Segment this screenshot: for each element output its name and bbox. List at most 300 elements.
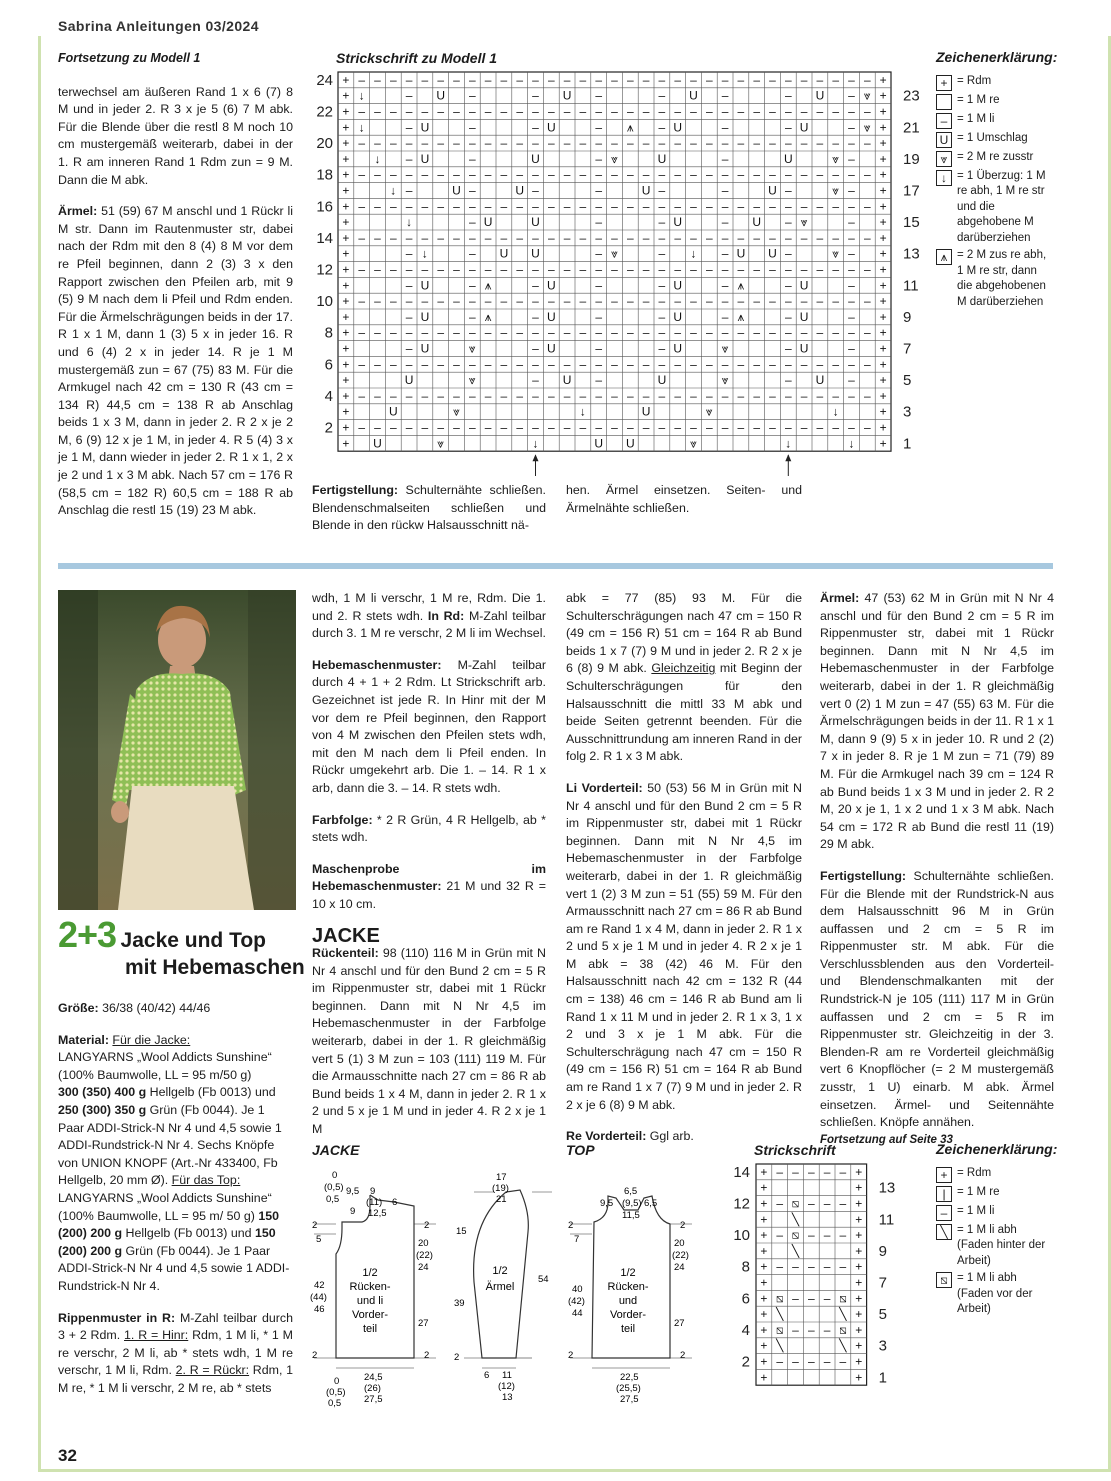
chart-2-cell: + — [855, 1370, 863, 1385]
chart-2-cell: + — [855, 1354, 863, 1369]
chart-2-cell: – — [776, 1228, 784, 1243]
chart-1-cell: – — [784, 341, 792, 356]
chart-1-cell: + — [342, 262, 350, 277]
chart-1-cell: – — [626, 388, 634, 403]
chart-1-cell: – — [500, 357, 508, 372]
chart-1-cell: – — [421, 420, 429, 435]
chart-1-cell: – — [690, 136, 697, 151]
svg-text:5: 5 — [316, 1234, 322, 1245]
chart-1-cell: – — [468, 151, 476, 166]
chart-1-cell: – — [642, 325, 650, 340]
chart-1-cell: – — [737, 262, 745, 277]
chart-1-cell: U — [736, 246, 746, 261]
chart-1-cell: – — [374, 420, 381, 435]
chart-1-cell: U — [531, 246, 540, 261]
chart-2-cell: + — [855, 1180, 863, 1195]
chart-1-cell: – — [468, 136, 476, 151]
chart-1-cell: – — [721, 183, 729, 198]
column-d: Ärmel: 47 (53) 62 M in Grün mit N Nr 4 anschl und für den Bund 2 cm = 5 R im Rippenmuster str, dabei mit 1 Rückr beginnen. Dann mit N Nr 4,5 im Hebemaschenmuster in der Farbfolge weiterarb, dabei in der 1. R gleichmäßig vert 0 (2) 1 M zun = 47 (55) 63 M. Für die Ärmelschrägungen beids in der 11. R 1 x 1 M, dann 9 (9) 5 x in jeder 10. R und 2 (2) 7 x in jeder 8. R je 1 M zun = 71 (79) 89 M. Für die Armkugel nach 39 cm = 124 R ab Bund beids 1 x 3 M und in jeder 2. R 2 M, 20 x je 1, 1 x 2 und 1 x 3 M abk. Nach 54 cm = 172 R ab Bund die restl 11 (19) 29 M abk. Fertigstellung: Schulternähte schließen. Für die Blende mit der Rundstrick-N aus dem Halsausschnitt 96 M in Grün auffassen und 2 cm = 5 R im Rippenmuster str. M abk. Für die Verschlussblenden aus den Vorderteil- und Blendenschmalkanten mit der Rundstrick-N je 105 (111) 117 M in Grün auffassen und 2 cm = 5 R im Rippenmuster str. Gleichzeitig in der 3. Blenden-R am re Vorderteil gleichmäßig vert 6 Knopflöcher (= 2 M mustergemäß zusstr, 1 U) einarb. M abk. Ärmel einsetzen. Ärmel- und Seitennähte schließen. Knöpfe annähen. Fortsetzung auf Seite 33 — [820, 590, 1054, 1149]
chart-1-cell: – — [532, 136, 539, 151]
chart-1-cell: U — [404, 373, 414, 388]
chart-1-row-label-right: 9 — [903, 308, 912, 326]
chart-1-cell: – — [453, 262, 460, 277]
chart-1-cell: – — [500, 136, 508, 151]
chart-1-cell: – — [358, 294, 366, 309]
chart-1-cell: – — [563, 388, 571, 403]
chart-1-cell: – — [784, 72, 792, 87]
chart-1-cell: ↓ — [406, 215, 413, 230]
chart-1-cell: – — [374, 262, 381, 277]
material-paragraph: Material: Für die Jacke: LANGYARNS „Wool Addicts Sunshine“ (100% Baumwolle, LL = 95 m/50 g) 300 (350) 400 g Hellgelb (Fb 0013) und 250 (300) 350 g Grün (Fb 0044). Je 1 Paar ADDI-Strick-N Nr 4 und 4,5 sowie 1 ADDI-Rundstrick-N Nr 4. Sechs Knöpfe von UNION KNOPF (Art.-Nr 433400, Fb Hellgelb, 20 mm Ø). Für das Top: LANGYARNS „Wool Addicts Sunshine“ (100% Baumwolle, LL = 95 m/ 50 g) 150 (200) 200 g Hellgelb (Fb 0013) und 150 (200) 200 g Grün (Fb 0044). Je 1 Paar ADDI-Strick-N Nr 4 und 4,5 sowie 1 ADDI-Rundstrick-N Nr 4. — [58, 1032, 290, 1293]
chart-1-row-label-right: 7 — [903, 340, 912, 358]
chart-1-cell: ↓ — [390, 183, 397, 198]
chart-1-cell: U — [799, 309, 809, 324]
model-title-line-1: Jacke und Top — [120, 929, 267, 952]
chart-1-cell: – — [800, 294, 808, 309]
chart-1-cell: – — [784, 357, 792, 372]
chart-1-cell: U — [783, 151, 793, 166]
svg-text:27,5: 27,5 — [620, 1394, 639, 1405]
chart-1-cell: – — [674, 388, 682, 403]
schematic-jacke — [306, 1162, 456, 1412]
chart-1-cell: – — [626, 325, 634, 340]
chart-1-cell: – — [753, 72, 761, 87]
chart-2-cell: + — [760, 1212, 768, 1227]
chart-2-cell: – — [839, 1259, 847, 1274]
chart-1-cell: + — [879, 120, 887, 135]
chart-1-cell: – — [816, 388, 824, 403]
chart-1-cell: ⩔ — [611, 151, 618, 166]
chart-1-cell: – — [611, 230, 618, 245]
chart-2-cell: – — [807, 1259, 815, 1274]
continuation-note: Fortsetzung zu Modell 1 — [58, 51, 201, 65]
column-c: abk = 77 (85) 93 M. Für die Schulterschrägungen nach 47 cm = 150 R (49 cm = 156 R) 51 cm = 164 R ab Bund beids 1 x 7 (7) 9 M und in jeder 2. R 2 x je 6 (8) 9 M abk. Gleichzeitig mit Beginn der Schulterschrägungen für den Halsausschnitt die mittl 33 M abk und beide Seiten getrennt beenden. Für die Ausschnittrundung am inneren Rand in der folg 2. R 1 x 3 M abk. Li Vorderteil: 50 (53) 56 M in Grün mit N Nr 4 anschl und für den Bund 2 cm = 5 R im Rippenmuster str, dabei mit 1 Rückr beginnen. Dann mit N Nr 4,5 im Hebemaschenmuster in der Farbfolge weiterarb, dabei in der 1. R gleichmäßig vert 1 (2) 3 M zun = 51 (55) 59 M. Für den Armausschnitt nach 27 cm = 86 R ab Bund am re Rand 1 x 4 M, dann in jeder 2. R 1 x 2 und 5 x je 1 M und in jeder 4. R 2 x je 1 M abk = 38 (42) 46 M. Für den Halsausschnitt nach 42 cm = 132 R (44 cm = 138) 46 cm = 146 R ab Bund am li Rand 1 x 11 M und in jeder 2. R 1 x 3, 1 x 2 und 3 x je 1 M abk. Für die Schulterschrägung nach 47 cm = 150 R (49 cm = 156 R) 51 cm = 164 R ab Bund am re Rand 1 x 7 (7) 9 M und in jeder 2. R 2 x je 6 (8) 9 M abk. Re Vorderteil: Ggl arb. — [566, 591, 802, 1144]
svg-text:(42): (42) — [568, 1296, 585, 1307]
chart-1-cell: – — [532, 325, 539, 340]
chart-1-cell: – — [421, 199, 429, 214]
chart-1-cell: – — [389, 262, 397, 277]
chart-1-cell: U — [499, 246, 509, 261]
svg-text:(19): (19) — [492, 1183, 509, 1194]
chart-1-cell: – — [863, 136, 871, 151]
chart-1-cell: ↓ — [785, 436, 792, 451]
chart-1-cell: – — [690, 325, 697, 340]
chart-1-cell: + — [342, 246, 350, 261]
chart-1-cell: – — [737, 230, 745, 245]
legend-2-text: = 1 M li abh (Faden vor der Arbeit) — [957, 1272, 1033, 1315]
chart-1-cell: U — [768, 183, 777, 198]
chart-1-cell: – — [642, 388, 650, 403]
chart-1-cell: – — [769, 420, 776, 435]
chart-1-cell: – — [626, 294, 634, 309]
chart-1-cell: – — [658, 88, 666, 103]
chart-1-cell: – — [674, 230, 682, 245]
chart-1-cell: – — [595, 373, 603, 388]
chart-1-cell: – — [405, 183, 413, 198]
chart-1-cell: – — [595, 136, 603, 151]
chart-2-row-label-left: 8 — [741, 1258, 750, 1276]
chart-1-cell: – — [532, 120, 539, 135]
chart-1-cell: – — [863, 262, 871, 277]
chart-1-cell: – — [405, 72, 413, 87]
chart-1-cell: + — [879, 104, 887, 119]
legend-hebemaschen — [936, 1141, 1058, 1320]
chart-1-row-label-left: 10 — [316, 293, 333, 311]
svg-text:(22): (22) — [416, 1250, 433, 1261]
chart-2-row-label-right: 1 — [878, 1369, 887, 1387]
chart-1-cell: – — [690, 104, 697, 119]
legend-1-text: = 1 Überzug: 1 M re abh, 1 M re str und die abgehobene M darüberziehen — [957, 169, 1046, 244]
chart-2-cell: ⧅ — [791, 1196, 800, 1211]
chart-1-cell: – — [832, 420, 840, 435]
chart-2-row-label-right: 7 — [878, 1274, 887, 1292]
chart-1-cell: + — [342, 404, 350, 419]
chart-1-cell: – — [563, 167, 571, 182]
chart-1-cell: – — [532, 294, 539, 309]
chart-1-cell: – — [690, 167, 697, 182]
chart-2-cell: + — [760, 1196, 768, 1211]
svg-text:(0,5): (0,5) — [324, 1182, 344, 1193]
chart-1-cell: U — [815, 88, 825, 103]
chart-1-cell: – — [753, 199, 761, 214]
chart-1-cell: U — [546, 120, 556, 135]
chart-1-cell: – — [611, 420, 618, 435]
chart-1-cell: – — [753, 388, 761, 403]
chart-1-cell: – — [405, 325, 413, 340]
chart-1-cell: – — [674, 262, 682, 277]
chart-2-cell: – — [776, 1259, 784, 1274]
chart-1-cell: – — [468, 278, 476, 293]
chart-1-cell: + — [879, 246, 887, 261]
chart-1-cell: – — [579, 104, 587, 119]
chart-1-cell: U — [815, 373, 825, 388]
chart-2-cell: + — [760, 1370, 768, 1385]
schematic-sleeve — [446, 1162, 558, 1412]
chart-1-cell: – — [753, 104, 761, 119]
chart-1-cell: – — [579, 230, 587, 245]
svg-text:Rücken-: Rücken- — [349, 1281, 391, 1293]
chart-1-cell: – — [800, 357, 808, 372]
chart-1-row-label-right: 13 — [903, 245, 920, 263]
chart-1-cell: – — [437, 294, 445, 309]
knitting-chart-model-1 — [310, 66, 925, 476]
chart-1-cell: – — [721, 294, 729, 309]
chart-1-cell: – — [848, 294, 855, 309]
chart-1-cell: – — [579, 294, 587, 309]
svg-text:und: und — [618, 1295, 638, 1307]
chart-1-cell: – — [800, 325, 808, 340]
chart-1-cell: – — [374, 199, 381, 214]
model-number: 2+3 — [58, 914, 117, 955]
chart-1-cell: – — [769, 294, 776, 309]
legend-2-item — [936, 1185, 1054, 1202]
svg-text:22,5: 22,5 — [620, 1372, 639, 1383]
chart-1-cell: – — [421, 230, 429, 245]
chart-1-cell: U — [689, 88, 698, 103]
chart-1-cell: – — [405, 262, 413, 277]
chart-1-cell: – — [769, 167, 776, 182]
chart-1-cell: + — [879, 341, 887, 356]
svg-text:teil: teil — [362, 1323, 378, 1335]
chart-1-cell: – — [611, 262, 618, 277]
chart-1-cell: – — [832, 104, 840, 119]
chart-1-cell: – — [642, 167, 650, 182]
chart-1-cell: – — [753, 262, 761, 277]
chart-2-cell: + — [760, 1291, 768, 1306]
chart-1-cell: – — [453, 294, 460, 309]
chart-2-cell: – — [776, 1196, 784, 1211]
chart-1-cell: – — [658, 309, 666, 324]
chart-1-cell: ⩔ — [832, 183, 840, 198]
chart-1-cell: – — [658, 167, 666, 182]
chart-1-cell: – — [405, 230, 413, 245]
chart-1-cell: – — [595, 88, 603, 103]
chart-1-cell: – — [595, 246, 603, 261]
chart-1-cell: – — [832, 325, 840, 340]
chart-1-cell: – — [484, 294, 492, 309]
chart-1-cell: – — [658, 183, 666, 198]
chart-2-row-label-left: 4 — [741, 1321, 750, 1339]
chart-1-cell: – — [658, 230, 666, 245]
chart-1-cell: – — [405, 199, 413, 214]
chart-1-row-label-left: 4 — [324, 387, 333, 405]
chart-1-cell: – — [674, 136, 682, 151]
svg-text:20: 20 — [418, 1238, 429, 1249]
chart-1-cell: – — [863, 357, 871, 372]
chart-1-cell: – — [784, 246, 792, 261]
chart-1-cell: – — [532, 278, 539, 293]
chart-1-cell: – — [532, 357, 539, 372]
chart-1-cell: – — [705, 199, 713, 214]
model-photo — [58, 590, 296, 910]
chart-1-cell: – — [405, 278, 413, 293]
chart-1-cell: – — [848, 246, 855, 261]
chart-1-cell: – — [437, 262, 445, 277]
chart-1-cell: – — [468, 420, 476, 435]
chart-2-cell: ╲ — [791, 1212, 800, 1227]
svg-text:42: 42 — [314, 1280, 325, 1291]
chart-1-cell: + — [879, 151, 887, 166]
chart-1-cell: – — [563, 199, 571, 214]
chart-1-row-label-left: 18 — [316, 166, 333, 184]
svg-text:6,5: 6,5 — [624, 1186, 638, 1197]
chart-1-cell: – — [563, 230, 571, 245]
chart-1-cell: – — [374, 388, 381, 403]
chart-1-cell: – — [532, 183, 539, 198]
svg-text:(9,5): (9,5) — [622, 1198, 642, 1209]
chart-2-row-label-right: 13 — [878, 1179, 896, 1197]
chart-1-cell: – — [769, 136, 776, 151]
chart-1-cell: – — [816, 104, 824, 119]
chart-1-cell: – — [500, 420, 508, 435]
chart-1-cell: – — [374, 104, 381, 119]
legend-1-symbol-icon: ⩔ — [936, 151, 952, 167]
chart-1-cell: – — [848, 151, 855, 166]
chart-1-cell: – — [800, 420, 808, 435]
chart-1-row-label-right: 23 — [903, 87, 920, 105]
chart-1-cell: – — [674, 420, 682, 435]
chart-1-cell: – — [421, 388, 429, 403]
chart-1-cell: U — [657, 151, 667, 166]
chart-1-cell: – — [784, 373, 792, 388]
chart-1-cell: – — [784, 120, 792, 135]
chart-1-cell: – — [658, 388, 666, 403]
chart-1-cell: ⩔ — [863, 88, 871, 103]
chart-2-cell: – — [839, 1354, 847, 1369]
chart-1-cell: – — [674, 325, 682, 340]
chart-1-cell: – — [705, 167, 713, 182]
chart-1-cell: – — [721, 278, 729, 293]
chart-1-cell: – — [848, 278, 855, 293]
chart-1-cell: U — [673, 215, 683, 230]
chart-1-cell: – — [453, 230, 460, 245]
chart-1-cell: – — [374, 230, 381, 245]
chart-1-cell: + — [342, 357, 350, 372]
chart-2-cell: + — [855, 1275, 863, 1290]
chart-1-cell: – — [848, 199, 855, 214]
chart-1-cell: – — [816, 199, 824, 214]
chart-1-cell: ⩔ — [721, 373, 729, 388]
chart-2-row-label-right: 11 — [878, 1211, 895, 1229]
svg-text:6: 6 — [484, 1370, 490, 1381]
legend-2-symbol-icon: | — [936, 1186, 952, 1202]
svg-text:46: 46 — [314, 1304, 325, 1315]
legend-1-text: = 2 M zus re abh, 1 M re str, dann die abgehobenen M darüberziehen — [957, 249, 1047, 308]
chart-1-cell: – — [658, 136, 666, 151]
chart-1-cell: – — [721, 104, 729, 119]
chart-2-cell: + — [760, 1354, 768, 1369]
chart-1-cell: – — [611, 136, 618, 151]
svg-text:2: 2 — [680, 1350, 686, 1361]
chart-2-cell: + — [855, 1164, 863, 1179]
legend-1-text: = Rdm — [957, 74, 992, 87]
column-b: wdh, 1 M li verschr, 1 M re, Rdm. Die 1. und 2. R stets wdh. In Rd: M-Zahl teilbar durch 3. 1 M re verschr, 2 M li im Wechsel. Hebemaschenmuster: M-Zahl teilbar durch 4 + 1 + 2 Rdm. Lt Strickschrift arb. Gezeichnet ist jede R. In Hinr mit der M vor dem re Pfeil beginnen, den Rapport von 4 M zwischen den Pfeilen stets wdh, mit den M nach dem li Pfeil enden. In Rückr umgekehrt arb. Die 1. – 14. R 1 x arb, dann die 3. – 14. R stets wdh. Farbfolge: * 2 R Grün, 4 R Hellgelb, ab * stets wdh. Maschenprobe im Hebemaschenmuster: 21 M und 32 R = 10 x 10 cm. JACKE Rückenteil: 98 (110) 116 M in Grün mit N Nr 4 anschl und für den Bund 2 cm = 5 R im Rippenmuster str, dabei mit 1 Rückr beginnen. Dann mit N Nr 4,5 im Hebemaschenmuster in der Farbfolge weiterarb, dabei in der 1. R gleichmäßig vert 5 (1) 3 M zun = 103 (111) 119 M. Für die Armausschnitte nach 27 cm = 86 R ab Bund beids 1 x 4 M, dann in jeder 2. R 1 x 2 und 5 x je 1 M und in jeder 4. R 2 x je 1 M — [312, 591, 546, 1137]
chart-1-cell: – — [500, 294, 508, 309]
chart-1-cell: – — [848, 309, 855, 324]
svg-text:27: 27 — [674, 1318, 685, 1329]
chart-1-cell: – — [547, 262, 555, 277]
chart-1-cell: – — [421, 262, 429, 277]
chart-2-cell: – — [792, 1291, 799, 1306]
chart-1-cell: – — [421, 72, 429, 87]
chart-1-cell: – — [848, 88, 855, 103]
chart-1-cell: U — [799, 341, 809, 356]
chart-1-cell: – — [658, 420, 666, 435]
chart-1-cell: – — [563, 325, 571, 340]
chart-1-cell: U — [420, 341, 430, 356]
chart-2-cell: – — [807, 1354, 815, 1369]
legend-2-title: Zeichenerklärung: — [936, 1141, 1058, 1157]
chart-1-cell: – — [468, 325, 476, 340]
chart-1-cell: – — [389, 199, 397, 214]
chart-1-cell: – — [721, 420, 729, 435]
chart-1-cell: – — [848, 373, 855, 388]
svg-text:2: 2 — [454, 1352, 460, 1363]
chart-1-cell: U — [531, 215, 540, 230]
chart-1-cell: – — [769, 357, 776, 372]
chart-1-cell: – — [405, 136, 413, 151]
paragraph-sleeve: Ärmel: 51 (59) 67 M anschl und 1 Rückr li M str. Dann im Rautenmuster str, dabei nach der Rdm mit den 8 (4) 8 M vor dem re Pfeil beginnen, dann 2 (3) 3 x den Rapport zwischen den Pfeilen arb, mit 9 (5) 9 M nach dem li Pfeil und Rdm enden. Für die Ärmelschrägungen beids in der 17. R 1 x 1 M, dann 1 (3) 5 x in jeder 16. R und 6 (4) 2 x in jeder 14. R je 1 M mustergemäß zun = 67 (75) 83 M. Für die Armkugel nach 42 cm = 130 R (43 cm = 134 R) 44,5 cm = 138 R ab Anschlag beids 1 x 3 M, dann in jeder 2. R 2 x je 2 M, 6 (9) 12 x je 1 M, in jeder 4. R 5 (4) 3 x je 1 M, dann wieder in jeder 2. R 1 x 1, 2 x je 2 und 1 x 3 M abk. Nach 57 cm = 176 R (58,5 cm = 182 R) 60,5 cm = 188 R ab Anschlag die restl 15 (19) 23 M abk. — [58, 204, 293, 518]
chart-1-cell: U — [420, 309, 430, 324]
chart-1-cell: – — [721, 357, 729, 372]
chart-1-cell: – — [358, 167, 366, 182]
chart-1-cell: – — [705, 104, 713, 119]
legend-2-text: = 1 M li — [957, 1204, 995, 1217]
chart-1-cell: – — [737, 199, 745, 214]
chart-2-title: Strickschrift — [754, 1142, 836, 1158]
chart-1-cell: U — [452, 183, 461, 198]
chart-1-cell: – — [848, 357, 855, 372]
chart-1-cell: – — [784, 104, 792, 119]
chart-1-cell: – — [832, 72, 840, 87]
chart-1-cell: – — [721, 230, 729, 245]
chart-1-cell: – — [595, 325, 603, 340]
chart-1-cell: – — [516, 104, 524, 119]
chart-1-cell: – — [611, 167, 618, 182]
chart-1-cell: – — [389, 136, 397, 151]
chart-1-cell: U — [420, 278, 430, 293]
chart-1-cell: ⩔ — [453, 404, 460, 419]
chart-1-cell: U — [562, 373, 572, 388]
chart-1-cell: – — [532, 104, 539, 119]
svg-text:13: 13 — [502, 1392, 513, 1403]
chart-1-cell: – — [658, 262, 666, 277]
chart-1-cell: U — [420, 120, 430, 135]
chart-1-cell: + — [342, 88, 350, 103]
chart-1-cell: U — [531, 151, 540, 166]
chart-1-cell: – — [721, 325, 729, 340]
svg-text:9,5: 9,5 — [600, 1198, 614, 1209]
schematic-top — [560, 1162, 710, 1412]
rib-pattern-paragraph: Rippenmuster in R: M-Zahl teilbar durch 3 + 2 Rdm. 1. R = Hinr: Rdm, 1 M li, * 1 M re verschr, 2 M li, ab * stets wdh, 1 M re verschr, 1 M li, Rdm. 2. R = Rückr: Rdm, 1 M re, * 1 M li verschr, 2 M re, ab * stets — [58, 1310, 294, 1395]
chart-1-cell: – — [468, 246, 476, 261]
chart-1-cell: – — [721, 120, 729, 135]
chart-1-cell: ↓ — [532, 436, 539, 451]
legend-2-symbol-icon: ⧅ — [936, 1272, 952, 1288]
chart-1-cell: – — [547, 230, 555, 245]
finishing-text-a: Fertigstellung: Schulternähte schließen. Blendenschmalseiten schließen und Blende in den rückw Halsausschnitt nä- — [312, 483, 546, 533]
chart-1-row-label-left: 16 — [316, 198, 333, 216]
chart-1-cell: – — [642, 104, 650, 119]
chart-1-cell: – — [784, 230, 792, 245]
chart-1-cell: – — [705, 72, 713, 87]
chart-2-cell: ╲ — [776, 1338, 784, 1353]
chart-2-cell: ⧅ — [791, 1228, 800, 1243]
chart-1-cell: – — [437, 325, 445, 340]
svg-text:9: 9 — [350, 1206, 356, 1217]
chart-1-cell: – — [848, 325, 855, 340]
chart-1-row-label-left: 22 — [316, 103, 333, 121]
chart-2-cell: – — [807, 1322, 815, 1337]
chart-1-cell: – — [500, 72, 508, 87]
chart-1-cell: – — [626, 136, 634, 151]
legend-2-text: = Rdm — [957, 1166, 992, 1179]
chart-1-cell: ⩔ — [437, 436, 445, 451]
chart-1-cell: + — [342, 215, 350, 230]
chart-1-cell: – — [579, 325, 587, 340]
chart-1-cell: – — [595, 262, 603, 277]
chart-1-cell: – — [737, 167, 745, 182]
chart-1-cell: – — [500, 230, 508, 245]
chart-1-cell: – — [769, 104, 776, 119]
chart-2-cell: + — [855, 1322, 863, 1337]
chart-1-cell: – — [784, 420, 792, 435]
chart-2-cell: + — [855, 1291, 863, 1306]
chart-1-cell: – — [800, 230, 808, 245]
chart-1-cell: – — [468, 88, 476, 103]
chart-1-row-label-left: 14 — [316, 229, 333, 247]
chart-1-cell: – — [848, 230, 855, 245]
